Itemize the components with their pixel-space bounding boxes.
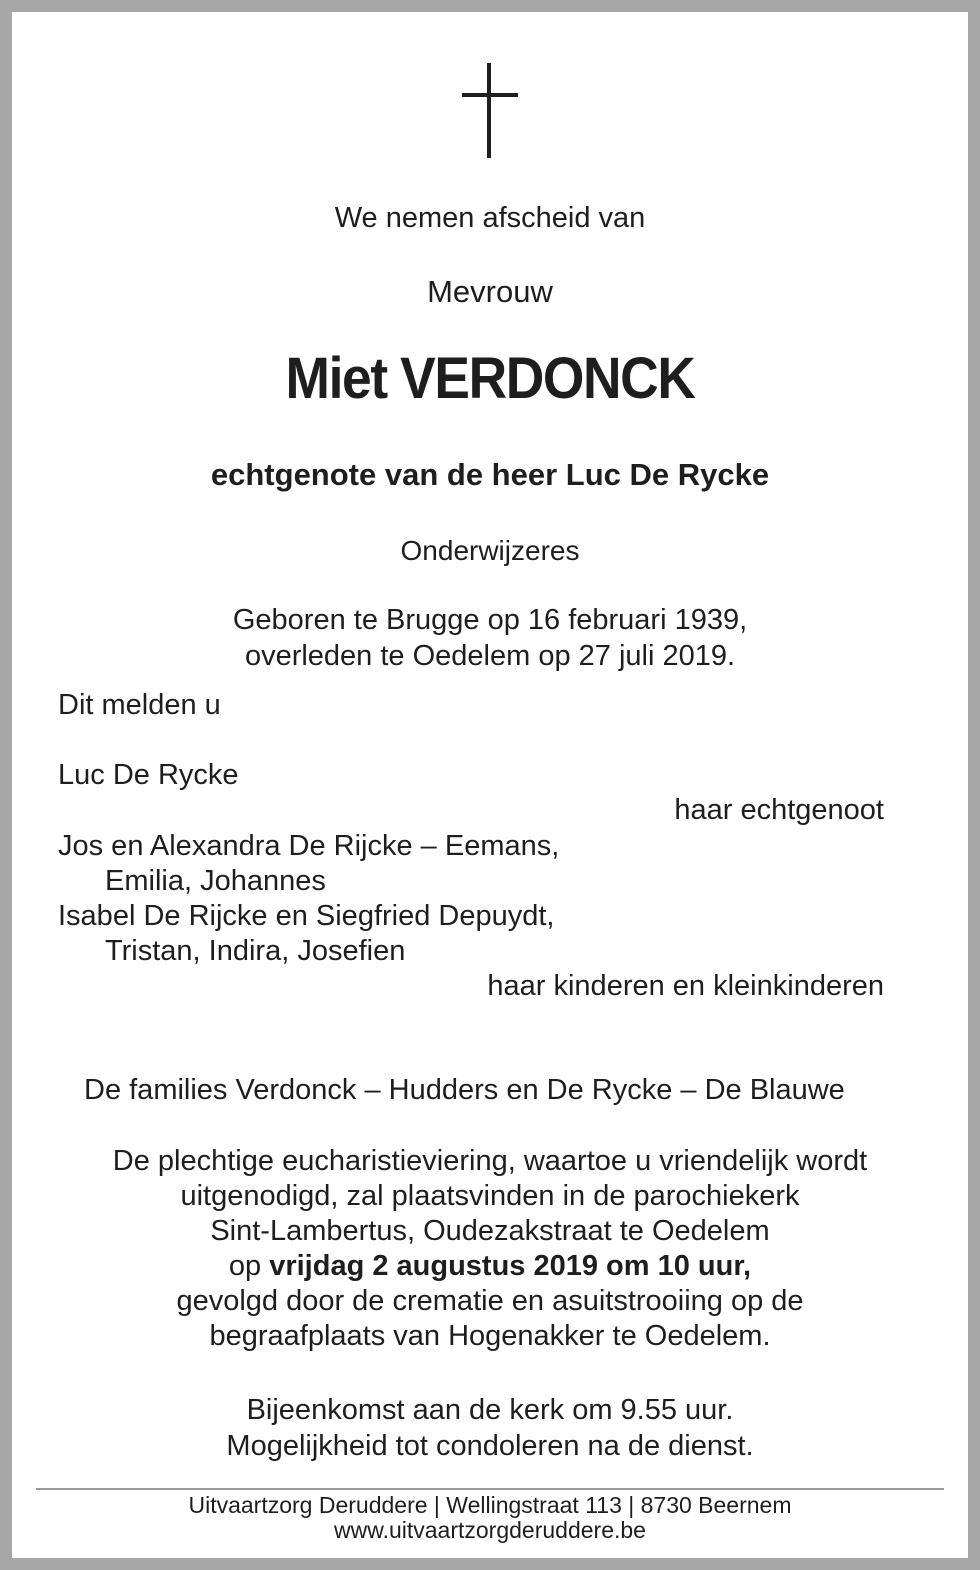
honorific: Mevrouw	[427, 274, 553, 309]
service-line-1: De plechtige eucharistieviering, waartoe u vriendelijk wordt	[112, 1145, 868, 1177]
died-line: overleden te Oedelem op 27 juli 2019.	[244, 640, 736, 672]
service-line-2: uitgenodigd, zal plaatsvinden in de parochiekerk	[180, 1180, 800, 1212]
intro-text: We nemen afscheid van	[334, 202, 646, 234]
footer	[12, 1493, 968, 1543]
deceased-name: Miet VERDONCK	[285, 346, 695, 411]
grandchildren-line-2: Tristan, Indira, Josefien	[105, 935, 406, 967]
children-relation: haar kinderen en kleinkinderen	[487, 970, 884, 1002]
cross-icon	[12, 12, 968, 172]
service-details	[12, 1144, 968, 1354]
husband-relation: haar echtgenoot	[674, 794, 884, 826]
announce-text: Dit melden u	[58, 689, 221, 721]
families-line: De families Verdonck – Hudders en De Rycke – De Blauwe	[84, 1074, 845, 1106]
husband-name: Luc De Rycke	[58, 759, 239, 791]
obituary-card	[12, 12, 968, 1558]
children-line-2: Isabel De Rijcke en Siegfried Depuydt,	[58, 900, 555, 932]
meeting-details	[12, 1392, 968, 1464]
meeting-line-2: Mogelijkheid tot condoleren na de dienst.	[226, 1430, 754, 1462]
footer-divider	[36, 1488, 944, 1490]
funeral-home-address: Uitvaartzorg Deruddere | Wellingstraat 113 | 8730 Beernem	[188, 1492, 792, 1518]
service-date-prefix: op	[228, 1250, 270, 1282]
service-line-6: begraafplaats van Hogenakker te Oedelem.	[209, 1320, 771, 1352]
grandchildren-line-1: Emilia, Johannes	[105, 865, 326, 897]
born-line: Geboren te Brugge op 16 februari 1939,	[232, 604, 748, 636]
service-line-3: Sint-Lambertus, Oudezakstraat te Oedelem	[210, 1215, 770, 1247]
service-line-5: gevolgd door de crematie en asuitstrooiing op de	[176, 1285, 804, 1317]
service-line-4	[12, 1249, 968, 1284]
spouse-line: echtgenote van de heer Luc De Rycke	[210, 457, 770, 492]
meeting-line-1: Bijeenkomst aan de kerk om 9.55 uur.	[246, 1394, 734, 1426]
service-date: vrijdag 2 augustus 2019 om 10 uur,	[269, 1250, 752, 1282]
children-line-1: Jos en Alexandra De Rijcke – Eemans,	[58, 830, 560, 862]
profession: Onderwijzeres	[400, 535, 580, 566]
funeral-home-website: www.uitvaartzorgderuddere.be	[334, 1517, 646, 1543]
life-dates	[12, 602, 968, 674]
